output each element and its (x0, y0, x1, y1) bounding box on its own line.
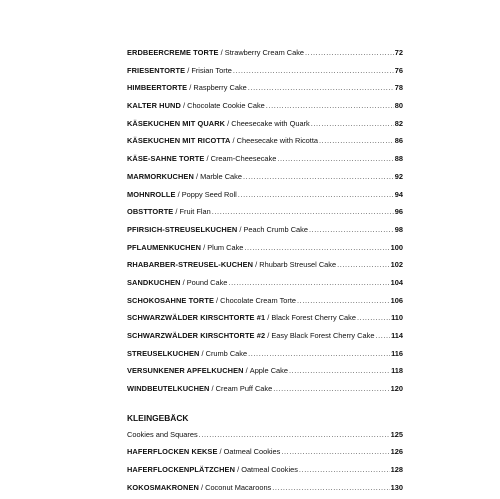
dot-leader (248, 79, 394, 97)
entry-english-title: Cheesecake with Ricotta (236, 136, 318, 146)
page-number: 116 (391, 348, 403, 358)
entry-german-title: FRIESENTORTE (127, 65, 186, 75)
title-separator: / (185, 65, 192, 75)
page-number: 96 (394, 207, 403, 217)
entry-german-title: VERSUNKENER APFELKUCHEN (127, 366, 244, 376)
dot-leader (277, 150, 393, 168)
toc-entry (127, 79, 403, 97)
entry-german-title: PFLAUMENKUCHEN (127, 242, 202, 252)
dot-leader (233, 62, 394, 80)
title-separator: / (198, 482, 206, 492)
entry-german-title: SANDKUCHEN (127, 277, 181, 287)
dot-leader (309, 221, 394, 239)
page-number: 120 (390, 384, 403, 394)
toc-entry (127, 345, 403, 363)
title-separator: / (201, 242, 208, 252)
entry-english-title: Frisian Torte (191, 65, 232, 75)
toc-entry (127, 380, 403, 398)
toc-entry (127, 256, 403, 274)
page-number: 78 (394, 83, 403, 93)
section-subtitle: Cookies and Squares (127, 429, 198, 439)
entry-german-title: KOKOSMAKRONEN (127, 482, 199, 492)
toc-entry (127, 327, 403, 345)
dot-leader (212, 203, 394, 221)
title-separator: / (225, 118, 232, 128)
entry-english-title: Pound Cake (186, 277, 228, 287)
entry-english-title: Apple Cake (249, 366, 288, 376)
entry-german-title: HAFERFLOCKENPLÄTZCHEN (127, 465, 236, 475)
entry-german-title: ERDBEERCREME TORTE (127, 48, 219, 57)
toc-entry (127, 292, 403, 310)
dot-leader (319, 132, 394, 150)
title-separator: / (237, 224, 244, 234)
entry-german-title: KÄSE-SAHNE TORTE (127, 154, 205, 164)
toc-entry (127, 97, 403, 115)
entry-english-title: Rhubarb Streusel Cake (259, 260, 337, 270)
toc-entry (127, 443, 403, 461)
entry-german-title: KÄSEKUCHEN MIT QUARK (127, 118, 226, 128)
entry-german-title: HIMBEERTORTE (127, 83, 188, 93)
entry-english-title: Cheesecake with Quark (231, 118, 310, 128)
page-number: 82 (394, 118, 403, 128)
title-separator: / (253, 260, 260, 270)
toc-entry (127, 168, 403, 186)
section-heading: KLEINGEBÄCK (127, 412, 189, 423)
dot-leader (199, 426, 390, 444)
title-separator: / (193, 171, 201, 181)
title-separator: / (265, 313, 272, 323)
toc-entry (127, 186, 403, 204)
entry-english-title: Chocolate Cream Torte (220, 295, 297, 305)
page-number: 76 (394, 65, 403, 75)
entry-english-title: Coconut Macaroons (205, 482, 272, 492)
page-number: 80 (394, 101, 403, 111)
title-separator: / (199, 348, 206, 358)
entry-german-title: KÄSEKUCHEN MIT RICOTTA (127, 136, 231, 146)
dot-leader (248, 345, 390, 363)
title-separator: / (209, 384, 216, 394)
entry-german-title: KALTER HUND (127, 101, 181, 111)
entry-german-title: PFIRSICH-STREUSELKUCHEN (127, 224, 238, 234)
entry-german-title: RHABARBER-STREUSEL-KUCHEN (127, 260, 254, 270)
title-separator: / (204, 154, 211, 164)
page-number: 100 (390, 242, 403, 252)
entry-english-title: Black Forest Cherry Cake (271, 313, 356, 323)
entry-english-title: Chocolate Cookie Cake (187, 101, 265, 111)
dot-leader (281, 443, 389, 461)
dot-leader (266, 97, 394, 115)
dot-leader (238, 186, 394, 204)
entry-english-title: Oatmeal Cookies (223, 447, 281, 457)
entry-english-title: Strawberry Cream Cake (224, 48, 305, 57)
entry-english-title: Raspberry Cake (193, 83, 247, 93)
entry-german-title: MOHNROLLE (127, 189, 176, 199)
entry-english-title: Fruit Flan (179, 207, 211, 217)
title-separator: / (243, 366, 250, 376)
entry-english-title: Peach Crumb Cake (243, 224, 308, 234)
page-number: 102 (390, 260, 403, 270)
entry-german-title: MARMORKUCHEN (127, 171, 194, 181)
toc-entry (127, 150, 403, 168)
dot-leader (272, 479, 389, 497)
title-separator: / (187, 83, 194, 93)
toc-entry (127, 309, 403, 327)
dot-leader (357, 309, 390, 327)
toc-entry (127, 203, 403, 221)
page-number: 86 (394, 136, 403, 146)
entry-german-title: HAFERFLOCKEN KEKSE (127, 447, 218, 457)
page-number: 88 (394, 154, 403, 164)
section-toc-list (127, 443, 403, 496)
toc-entry (127, 274, 403, 292)
dot-leader (243, 168, 394, 186)
toc-entry (127, 62, 403, 80)
toc-entry (127, 221, 403, 239)
dot-leader (311, 115, 394, 133)
entry-english-title: Plum Cake (207, 242, 244, 252)
dot-leader (299, 461, 390, 479)
table-of-contents (127, 44, 403, 497)
title-separator: / (218, 48, 225, 57)
dot-leader (305, 44, 394, 62)
entry-english-title: Oatmeal Cookies (241, 465, 298, 475)
page-number: 126 (390, 447, 403, 457)
page-number: 98 (394, 224, 403, 234)
page-number: 128 (390, 465, 403, 475)
title-separator: / (217, 447, 224, 457)
title-separator: / (175, 189, 182, 199)
page-number: 130 (390, 482, 403, 492)
entry-german-title: SCHWARZWÄLDER KIRSCHTORTE #2 (127, 331, 266, 340)
entry-english-title: Easy Black Forest Cherry Cake (271, 331, 375, 340)
page-number: 94 (394, 189, 403, 199)
page-number: 92 (394, 171, 403, 181)
dot-leader (244, 239, 389, 257)
title-separator: / (235, 465, 242, 475)
entry-english-title: Cream Puff Cake (215, 384, 273, 394)
title-separator: / (180, 101, 188, 111)
title-separator: / (230, 136, 237, 146)
dot-leader (375, 327, 390, 345)
toc-entry (127, 44, 403, 62)
page-number: 118 (391, 366, 403, 376)
entry-english-title: Marble Cake (200, 171, 242, 181)
title-separator: / (173, 207, 180, 217)
entry-german-title: WINDBEUTELKUCHEN (127, 384, 210, 394)
entry-german-title: SCHOKOSAHNE TORTE (127, 295, 214, 305)
entry-english-title: Crumb Cake (205, 348, 248, 358)
page-number: 110 (391, 313, 403, 323)
toc-entry (127, 461, 403, 479)
toc-entry (127, 115, 403, 133)
page-number: 72 (394, 48, 403, 57)
toc-list (127, 44, 403, 398)
entry-german-title: OBSTTORTE (127, 207, 174, 217)
page-number: 125 (390, 429, 403, 439)
dot-leader (297, 292, 390, 310)
title-separator: / (213, 295, 221, 305)
dot-leader (337, 256, 390, 274)
entry-english-title: Cream-Cheesecake (210, 154, 277, 164)
dot-leader (273, 380, 389, 398)
toc-entry (127, 239, 403, 257)
toc-entry (127, 132, 403, 150)
page-number: 106 (390, 295, 403, 305)
dot-leader (289, 362, 390, 380)
toc-entry (127, 362, 403, 380)
toc-entry (127, 479, 403, 497)
entry-german-title: STREUSELKUCHEN (127, 348, 200, 358)
toc-entry (127, 426, 403, 444)
entry-german-title: SCHWARZWÄLDER KIRSCHTORTE #1 (127, 313, 266, 323)
page-number: 114 (391, 331, 403, 340)
entry-english-title: Poppy Seed Roll (181, 189, 237, 199)
page-number: 104 (390, 277, 403, 287)
title-separator: / (180, 277, 187, 287)
dot-leader (228, 274, 389, 292)
title-separator: / (265, 331, 272, 340)
